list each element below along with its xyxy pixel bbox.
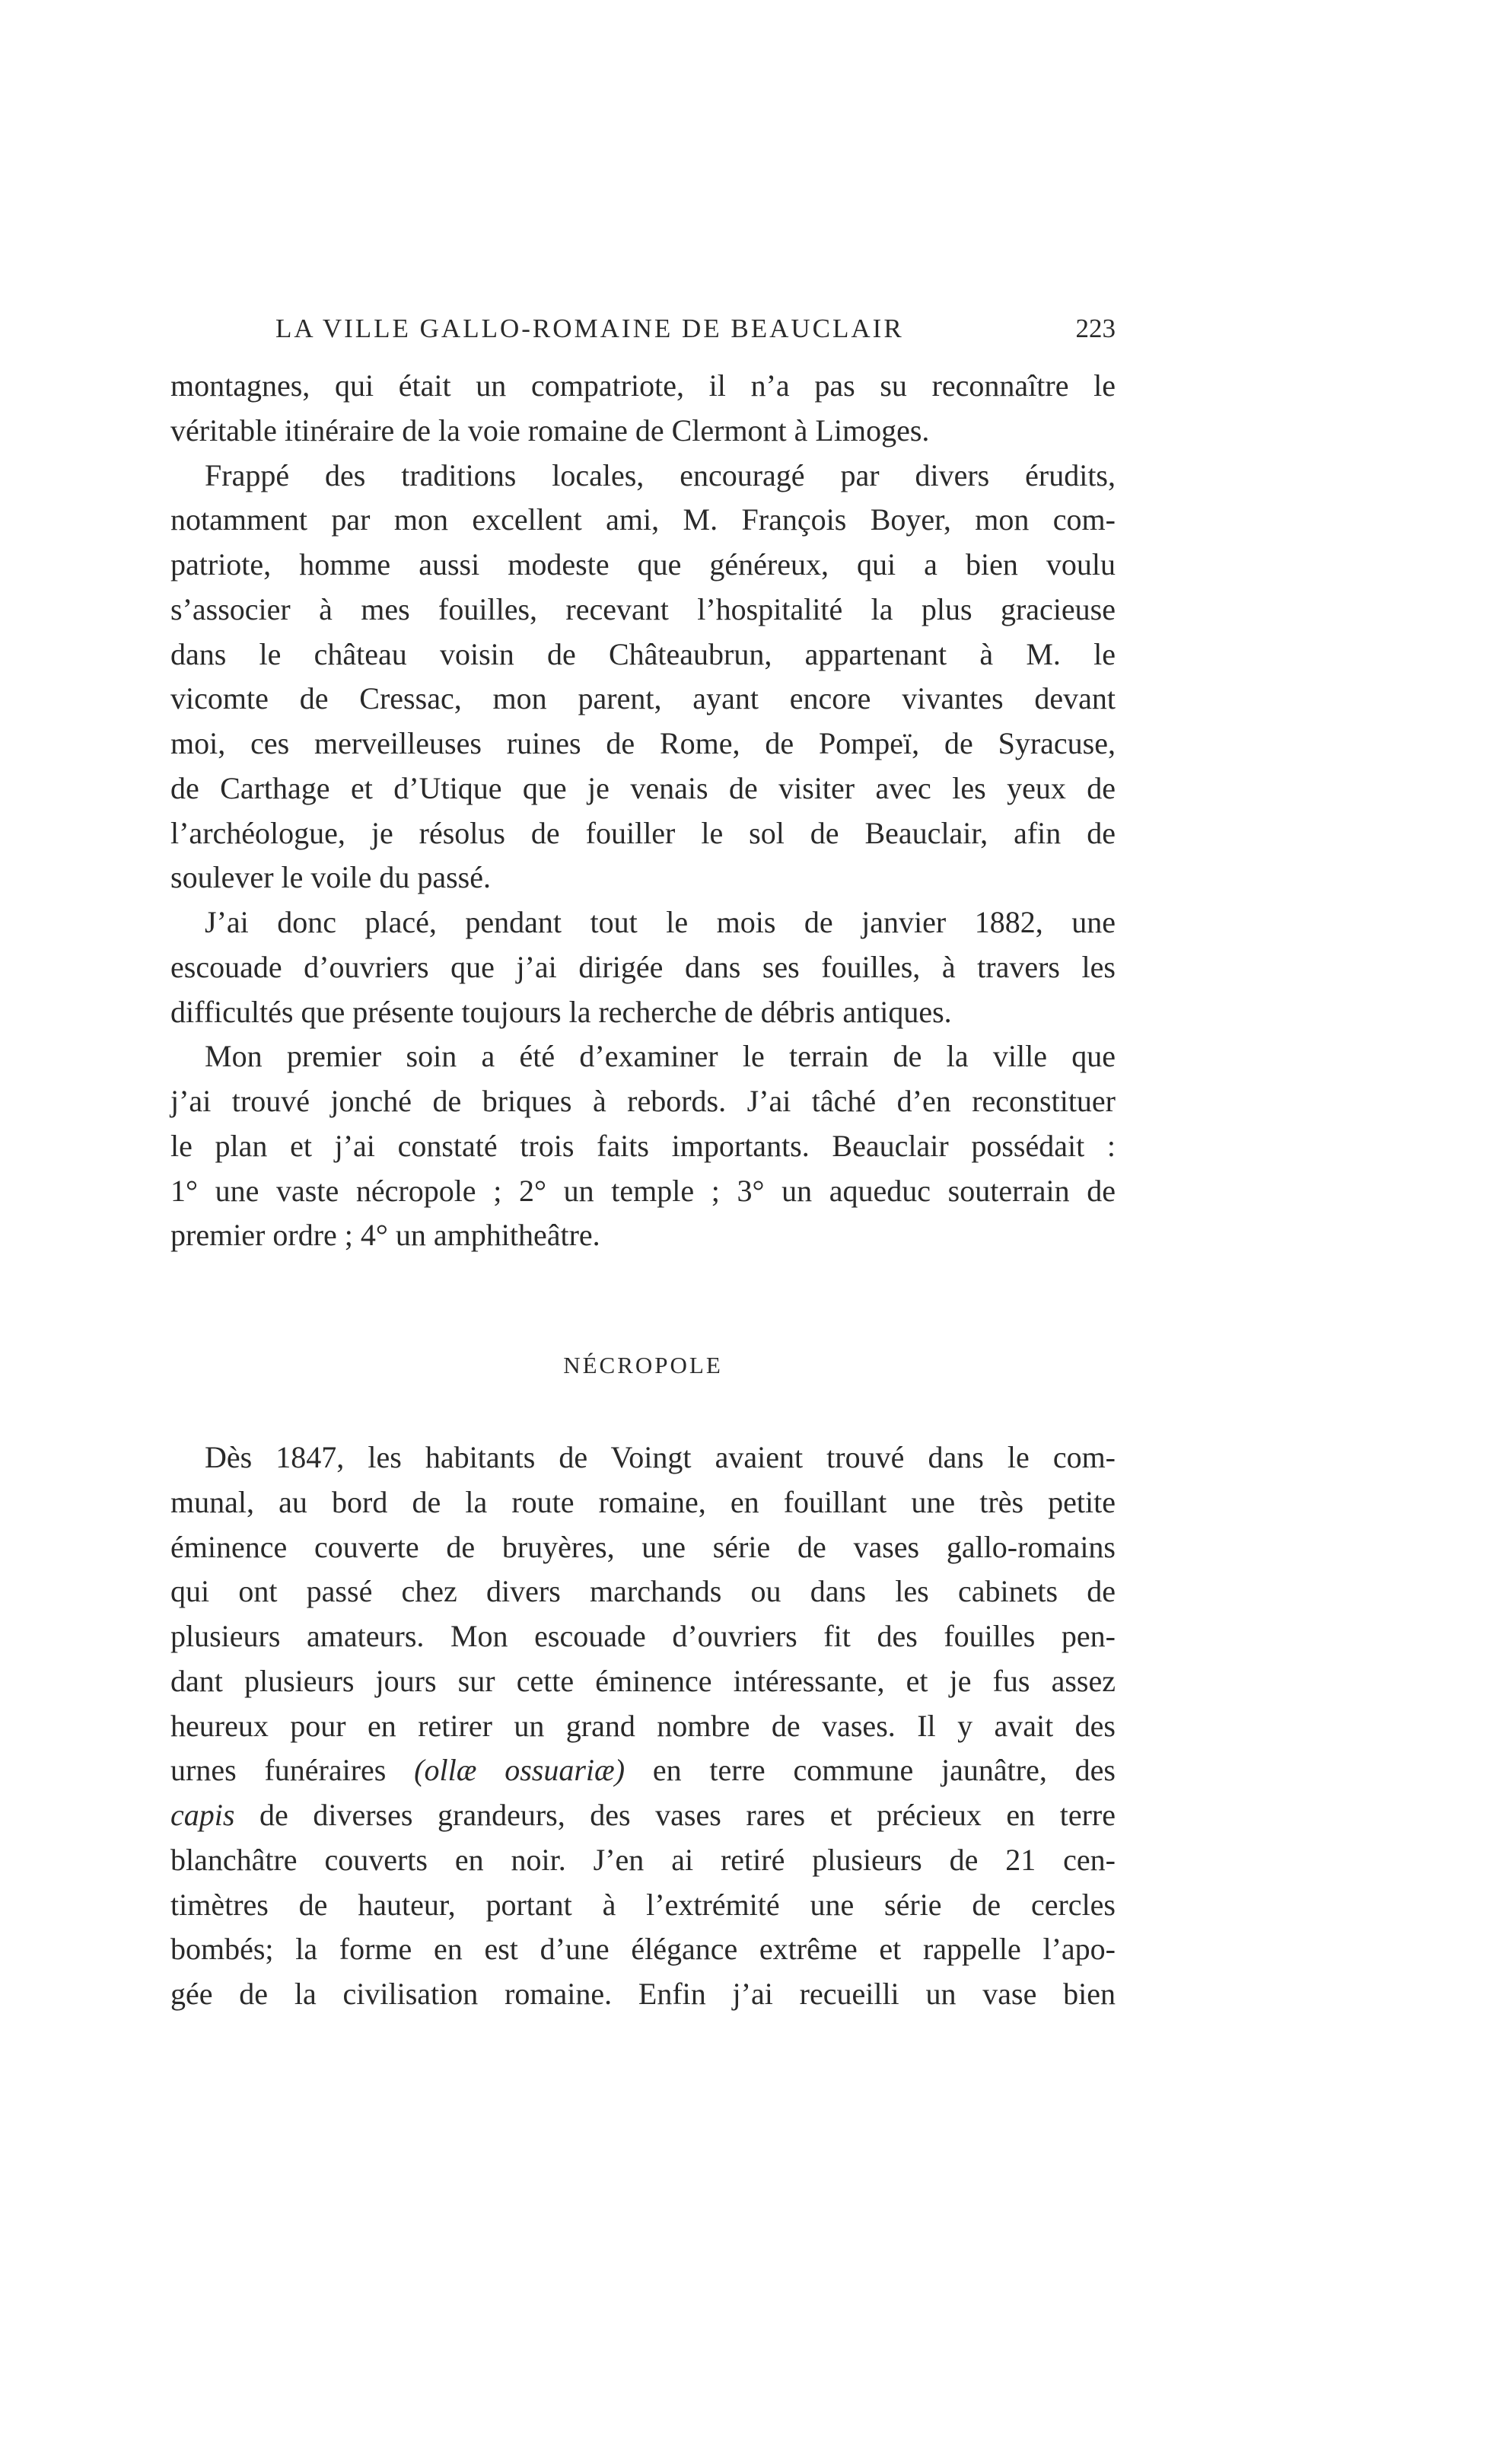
text-line: bombés; la forme en est d’une élégance extrême et rappelle l’apo-	[170, 1932, 1116, 1967]
text-line: gée de la civilisation romaine. Enfin j’ai recueilli un vase bien	[170, 1977, 1116, 2011]
text-segment: urnes funéraires	[170, 1753, 415, 1788]
text-line: munal, au bord de la route romaine, en fouillant une très petite	[170, 1484, 1116, 1519]
section-heading: NÉCROPOLE	[563, 1352, 723, 1378]
text-line	[170, 1748, 1116, 1793]
text-line: J’ai donc placé, pendant tout le mois de janvier 1882, une	[205, 905, 1116, 939]
running-head-title: LA VILLE GALLO-ROMAINE DE BEAUCLAIR	[275, 314, 904, 343]
text-segment: en terre commune jaunâtre, des	[625, 1753, 1116, 1788]
text-line: s’associer à mes fouilles, recevant l’hospitalité la plus gracieuse	[170, 591, 1116, 626]
paragraph	[170, 454, 1116, 901]
text-line: éminence couverte de bruyères, une série de vases gallo-romains	[170, 1529, 1116, 1564]
text-line: premier ordre ; 4° un amphitheâtre.	[170, 1218, 600, 1253]
text-line: vicomte de Cressac, mon parent, ayant encore vivantes devant	[170, 681, 1116, 716]
text-line: notamment par mon excellent ami, M. François Boyer, mon com-	[170, 502, 1116, 537]
text-line: patriote, homme aussi modeste que généreux, qui a bien voulu	[170, 547, 1116, 581]
text-segment: de diverses grandeurs, des vases rares et précieux en terre	[234, 1798, 1116, 1832]
text-line: dant plusieurs jours sur cette éminence intéressante, et je fus assez	[170, 1663, 1116, 1698]
text-line	[170, 1793, 1116, 1838]
text-line: j’ai trouvé jonché de briques à rebords. J’ai tâché d’en reconstituer	[170, 1084, 1116, 1118]
text-line: timètres de hauteur, portant à l’extrémité une série de cercles	[170, 1887, 1116, 1922]
text-line: Mon premier soin a été d’examiner le terrain de la ville que	[205, 1039, 1116, 1074]
text-line: l’archéologue, je résolus de fouiller le sol de Beauclair, afin de	[170, 815, 1116, 850]
paragraph	[170, 364, 1116, 454]
text-line: le plan et j’ai constaté trois faits importants. Beauclair possédait :	[170, 1128, 1116, 1163]
text-line: plusieurs amateurs. Mon escouade d’ouvriers fit des fouilles pen-	[170, 1619, 1116, 1653]
text-line: soulever le voile du passé.	[170, 860, 491, 895]
paragraph	[170, 1034, 1116, 1258]
text-line: montagnes, qui était un compatriote, il n’a pas su reconnaître le	[170, 368, 1116, 403]
text-line: blanchâtre couverts en noir. J’en ai retiré plusieurs de 21 cen-	[170, 1842, 1116, 1877]
text-line: de Carthage et d’Utique que je venais de visiter avec les yeux de	[170, 770, 1116, 805]
italic-term: (ollæ ossuariæ)	[414, 1753, 625, 1788]
text-line: qui ont passé chez divers marchands ou dans les cabinets de	[170, 1574, 1116, 1609]
text-line: difficultés que présente toujours la recherche de débris antiques.	[170, 994, 952, 1029]
text-line: Dès 1847, les habitants de Voingt avaient trouvé dans le com-	[205, 1440, 1116, 1474]
body-text-block-2	[170, 1435, 1116, 2017]
paragraph	[170, 1435, 1116, 2017]
text-line: Frappé des traditions locales, encouragé par divers érudits,	[205, 457, 1116, 492]
text-line: dans le château voisin de Châteaubrun, appartenant à M. le	[170, 636, 1116, 671]
body-text-block-1	[170, 364, 1116, 1258]
text-line: moi, ces merveilleuses ruines de Rome, de Pompeï, de Syracuse,	[170, 726, 1116, 760]
text-line: véritable itinéraire de la voie romaine de Clermont à Limoges.	[170, 413, 930, 448]
italic-term: capis	[170, 1798, 235, 1832]
text-line: escouade d’ouvriers que j’ai dirigée dans ses fouilles, à travers les	[170, 949, 1116, 984]
text-line: 1° une vaste nécropole ; 2° un temple ; 3° un aqueduc souterrain de	[170, 1173, 1116, 1208]
text-line: heureux pour en retirer un grand nombre de vases. Il y avait des	[170, 1708, 1116, 1743]
running-head	[170, 314, 1116, 352]
paragraph	[170, 900, 1116, 1034]
page-number: 223	[1075, 314, 1116, 343]
